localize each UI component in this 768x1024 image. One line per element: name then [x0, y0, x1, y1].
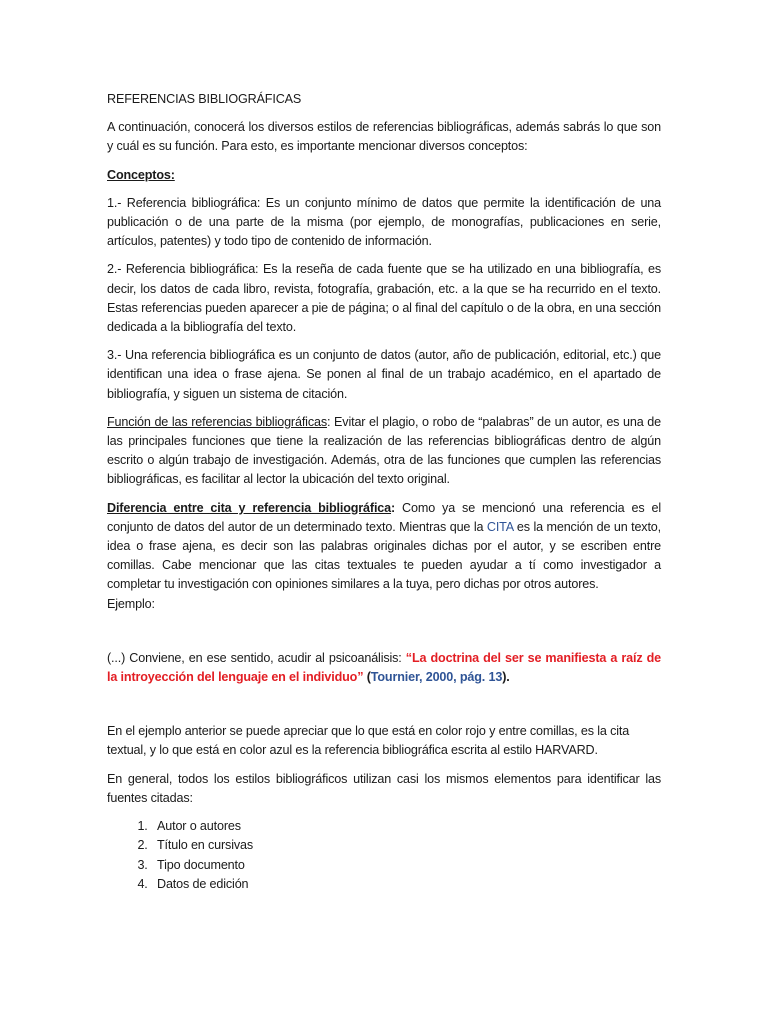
list-item: 1. Autor o autores [151, 817, 661, 836]
concept-1: 1.- Referencia bibliográfica: Es un conjunto mínimo de datos que permite la identificación de una publicación o de una parte de la misma (por ejemplo, de monografías, publicaciones en serie, artículos, patentes) y todo tipo de contenido de información. [107, 195, 661, 249]
cita-word: CITA [486, 519, 514, 534]
list-item: 3. Tipo documento [151, 856, 661, 875]
concept-2: 2.- Referencia bibliográfica: Es la reseña de cada fuente que se ha utilizado en una bibliografía, es decir, los datos de cada libro, revista, fotografía, grabación, etc. a la que se ha recurrido en el texto. Estas referencias pueden aparecer a pie de página; o al final del capítulo o de la obra, en una sección dedicada a la bibliografía del texto. [107, 262, 661, 335]
difference-paragraph [107, 499, 661, 595]
difference-text-before: Como ya se mencionó una referencia es el conjunto de datos del autor de un determinado texto. Mientras que la [107, 500, 661, 534]
elements-list [107, 817, 661, 894]
example-paragraph [107, 649, 661, 687]
example-label: Ejemplo: [107, 596, 155, 611]
list-item: 2. Título en cursivas [151, 836, 661, 855]
list-item: 4. Datos de edición [151, 875, 661, 894]
example-quote: “La doctrina del ser se manifiesta a raíz de la introyección del lenguaje en el individuo” [107, 650, 661, 685]
function-text: Evitar el plagio, o robo de “palabras” de un autor, es una de las principales funciones que tiene la realización de las referencias bibliográficas dentro de algún escrito o algún trabajo de investigación. Además, otra de las funciones que cumplen las referencias bibliográficas, es facilitar al lector la ubicación del texto original. [107, 414, 661, 487]
function-paragraph [107, 413, 661, 490]
example-close: ). [502, 670, 510, 685]
general-paragraph: En general, todos los estilos bibliográficos utilizan casi los mismos elementos para identificar las fuentes citadas: [107, 771, 661, 805]
difference-colon: : [391, 500, 396, 515]
example-reference: Tournier, 2000, pág. 13 [370, 670, 503, 685]
difference-heading: Diferencia entre cita y referencia bibliográfica [107, 500, 392, 515]
explanation-paragraph: En el ejemplo anterior se puede apreciar que lo que está en color rojo y entre comillas, es la cita textual, y lo que está en color azul es la referencia bibliográfica escrita al estilo HARVARD. [107, 724, 630, 758]
function-heading: Función de las referencias bibliográficas [107, 414, 327, 429]
concepts-heading: Conceptos: [107, 167, 175, 182]
document-title: REFERENCIAS BIBLIOGRÁFICAS [107, 92, 302, 106]
concept-3: 3.- Una referencia bibliográfica es un conjunto de datos (autor, año de publicación, editorial, etc.) que identifican una idea o frase ajena. Se ponen al final de un trabajo académico, en el apartado de bibliografía, y siguen un sistema de citación. [107, 348, 661, 401]
difference-text-after: es la mención de un texto, idea o frase ajena, es decir son las palabras originales dichas por el autor, y se escriben entre comillas. Cabe mencionar que las citas textuales te pueden ayudar a tí como investigador a completar tu investigación con opiniones similares a la tuya, pero dichas por otros autores. [107, 519, 662, 592]
intro-paragraph: A continuación, conocerá los diversos estilos de referencias bibliográficas, además sabrás lo que son y cuál es su función. Para esto, es importante mencionar diversos conceptos: [107, 120, 661, 154]
function-colon: : [326, 414, 331, 429]
document-body [107, 90, 661, 894]
example-lead: (...) Conviene, en ese sentido, acudir al psicoanálisis: [107, 650, 406, 665]
example-open-paren: ( [366, 670, 371, 685]
